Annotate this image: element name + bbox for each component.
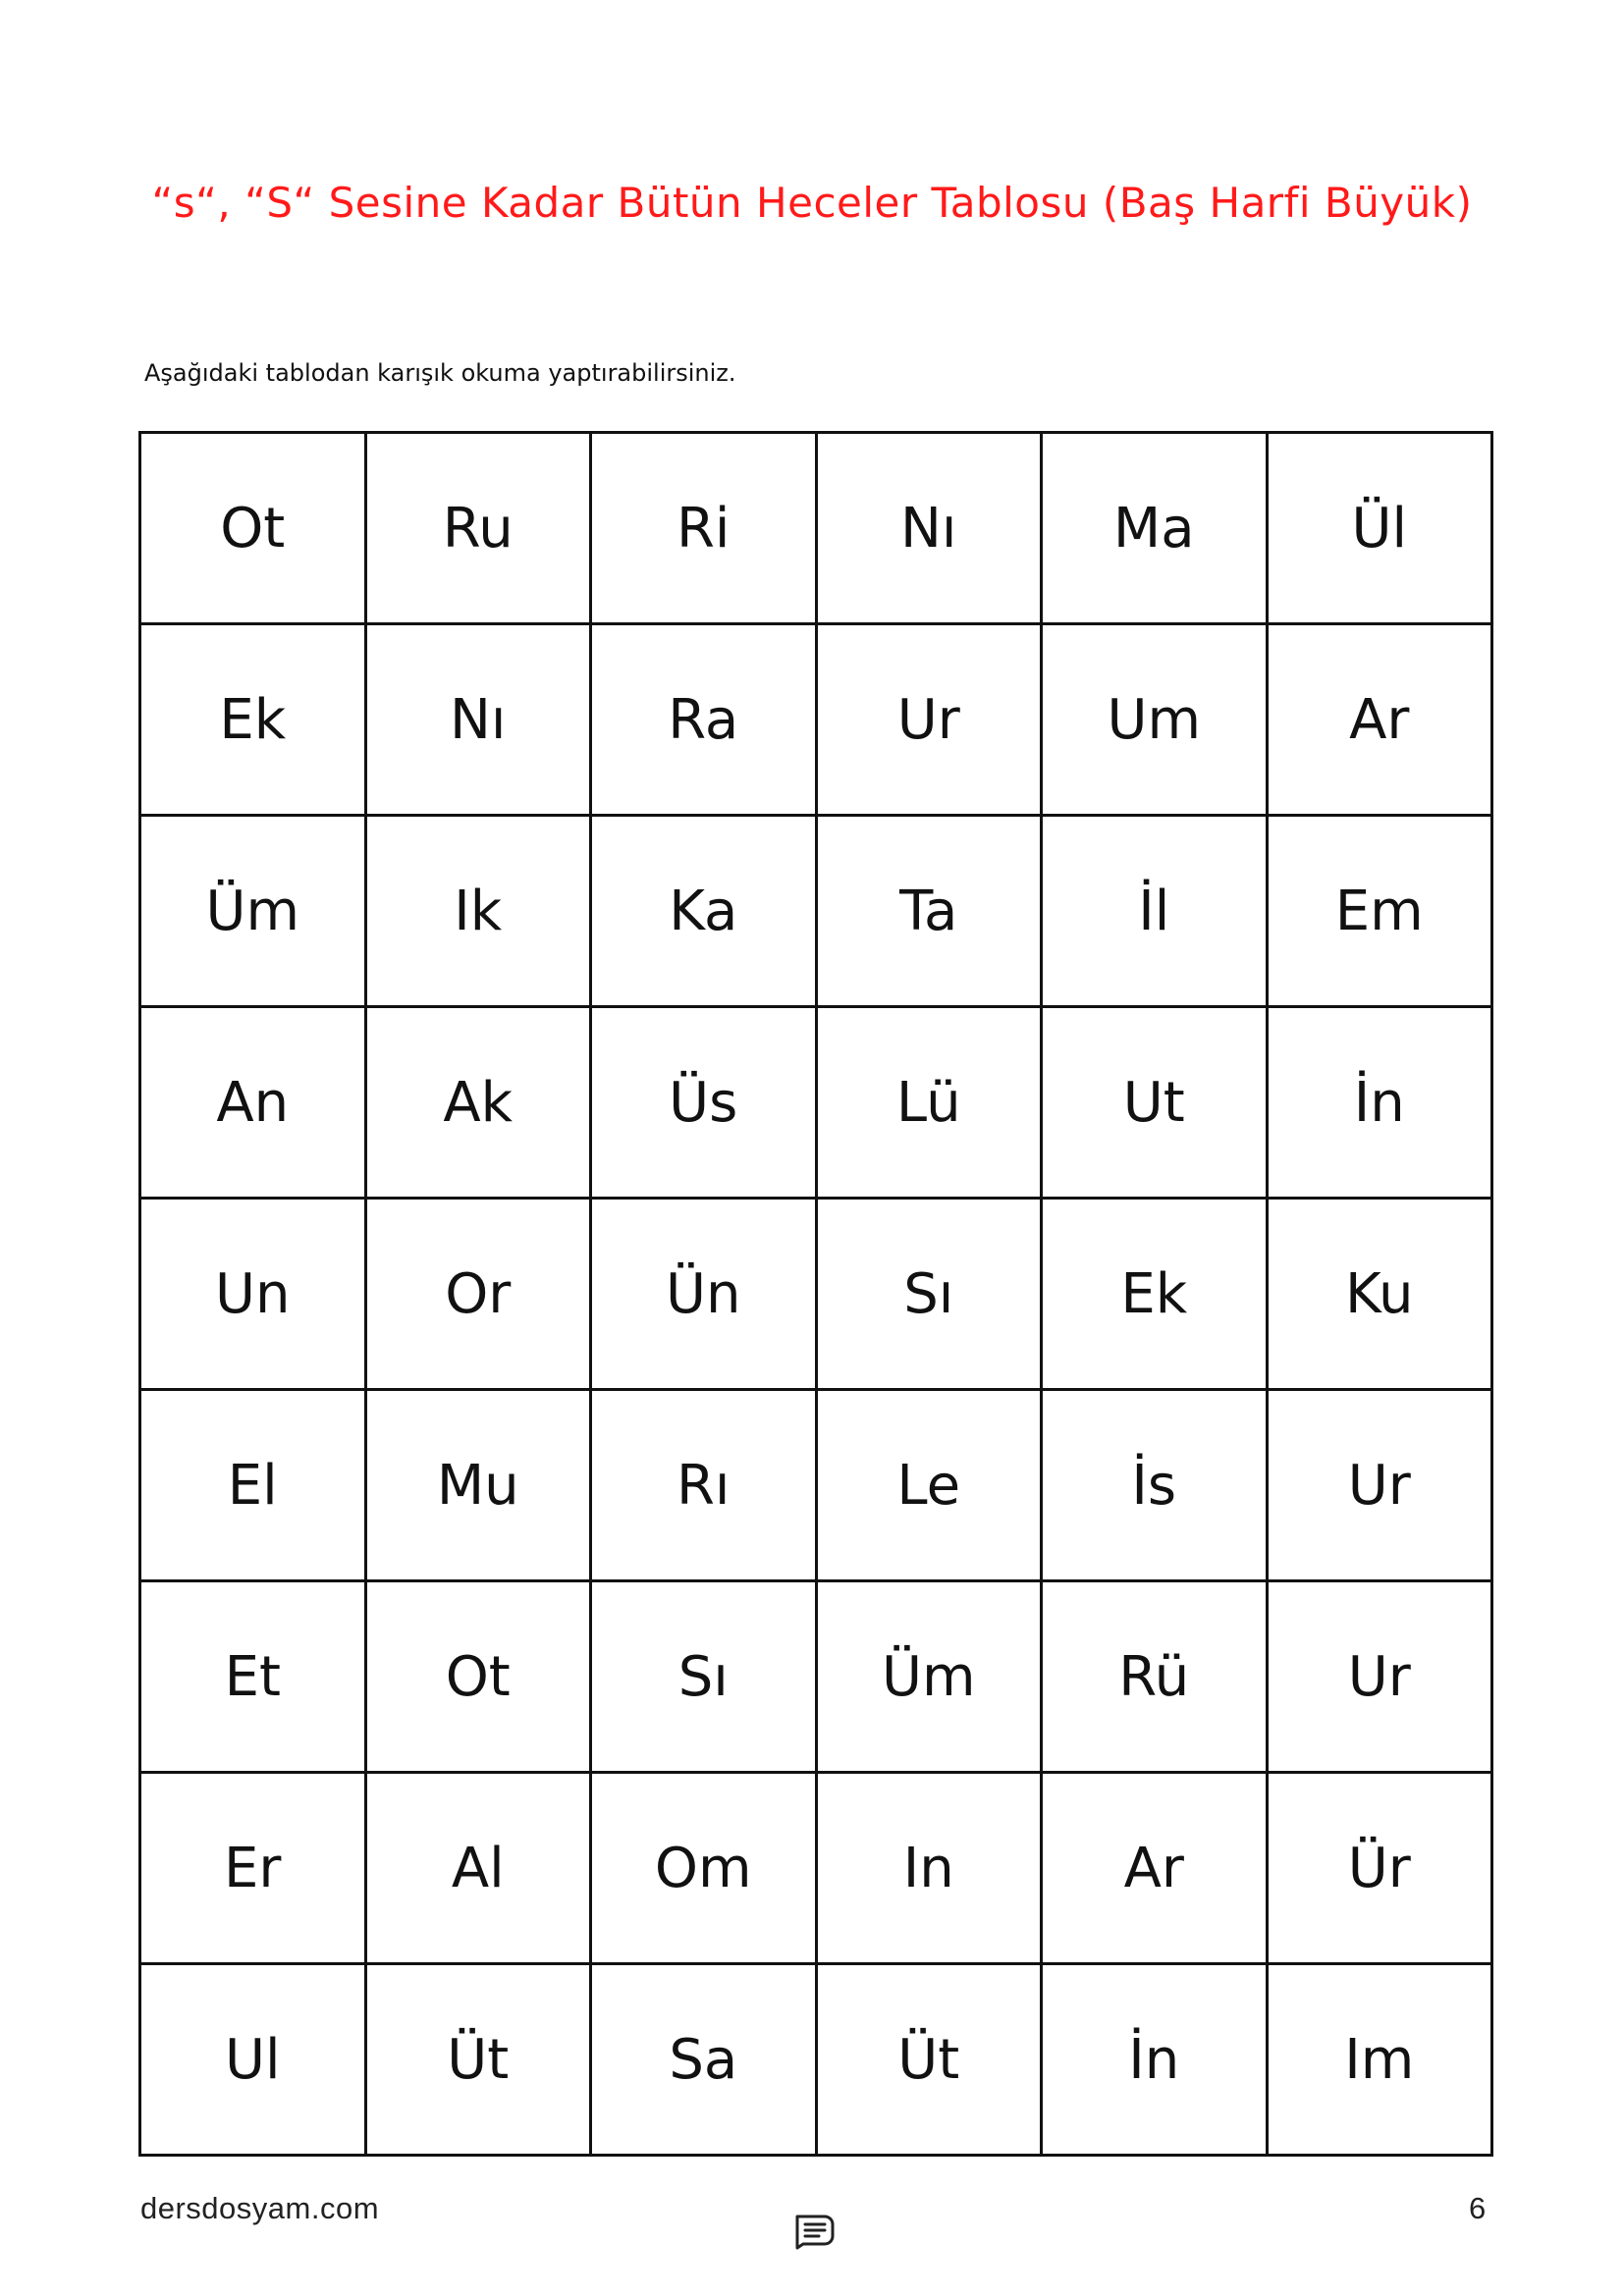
syllable-cell: İl [1042,816,1268,1007]
syllable-cell: Ur [1267,1390,1492,1581]
syllable-cell: Ta [816,816,1042,1007]
footer-site-link[interactable]: dersdosyam.com [140,2191,380,2225]
syllable-cell: Ru [365,433,591,624]
syllable-cell: Ar [1267,624,1492,816]
instruction-text: Aşağıdaki tablodan karışık okuma yaptırabilirsiniz. [144,359,736,387]
syllable-cell: Rü [1042,1581,1268,1773]
syllable-cell: Ün [591,1199,817,1390]
table-row [140,1007,1492,1199]
syllable-cell: Um [1042,624,1268,816]
table-row [140,433,1492,624]
syllable-cell: Ar [1042,1773,1268,1964]
syllable-cell: Et [140,1581,366,1773]
syllable-cell: Ül [1267,433,1492,624]
syllable-cell: Er [140,1773,366,1964]
syllable-cell: Un [140,1199,366,1390]
syllable-cell: Mu [365,1390,591,1581]
syllable-cell: Ur [816,624,1042,816]
syllable-cell: Ek [1042,1199,1268,1390]
syllable-cell: Ut [1042,1007,1268,1199]
syllable-cell: Üt [365,1964,591,2156]
syllable-cell: Üm [816,1581,1042,1773]
syllable-cell: Sı [816,1199,1042,1390]
syllable-cell: Üm [140,816,366,1007]
syllable-cell: Ri [591,433,817,624]
table-row [140,1199,1492,1390]
syllable-cell: Üs [591,1007,817,1199]
syllable-cell: Ot [365,1581,591,1773]
syllable-table [138,431,1493,2157]
table-row [140,1390,1492,1581]
syllable-cell: Ul [140,1964,366,2156]
syllable-cell: Ku [1267,1199,1492,1390]
syllable-cell: Sa [591,1964,817,2156]
syllable-cell: El [140,1390,366,1581]
syllable-cell: Ek [140,624,366,816]
syllable-cell: Sı [591,1581,817,1773]
syllable-cell: Or [365,1199,591,1390]
syllable-cell: İn [1267,1007,1492,1199]
syllable-cell: Ra [591,624,817,816]
syllable-cell: Ot [140,433,366,624]
document-list-icon [793,2211,837,2250]
page-title: “s“, “S“ Sesine Kadar Bütün Heceler Tablosu (Baş Harfi Büyük) [151,179,1473,227]
syllable-table-body [140,433,1492,2156]
syllable-cell: Ik [365,816,591,1007]
page-number: 6 [1469,2191,1487,2225]
table-row [140,1773,1492,1964]
syllable-cell: Om [591,1773,817,1964]
syllable-cell: İn [1042,1964,1268,2156]
syllable-cell: Lü [816,1007,1042,1199]
syllable-cell: Le [816,1390,1042,1581]
syllable-cell: Ka [591,816,817,1007]
syllable-cell: Nı [365,624,591,816]
syllable-cell: Em [1267,816,1492,1007]
table-row [140,624,1492,816]
syllable-cell: Ak [365,1007,591,1199]
syllable-cell: Üt [816,1964,1042,2156]
syllable-cell: An [140,1007,366,1199]
table-row [140,816,1492,1007]
table-row [140,1964,1492,2156]
syllable-cell: İs [1042,1390,1268,1581]
syllable-cell: Ür [1267,1773,1492,1964]
syllable-cell: Ur [1267,1581,1492,1773]
table-row [140,1581,1492,1773]
syllable-cell: Nı [816,433,1042,624]
syllable-cell: Rı [591,1390,817,1581]
syllable-cell: In [816,1773,1042,1964]
syllable-cell: Im [1267,1964,1492,2156]
syllable-cell: Al [365,1773,591,1964]
syllable-cell: Ma [1042,433,1268,624]
